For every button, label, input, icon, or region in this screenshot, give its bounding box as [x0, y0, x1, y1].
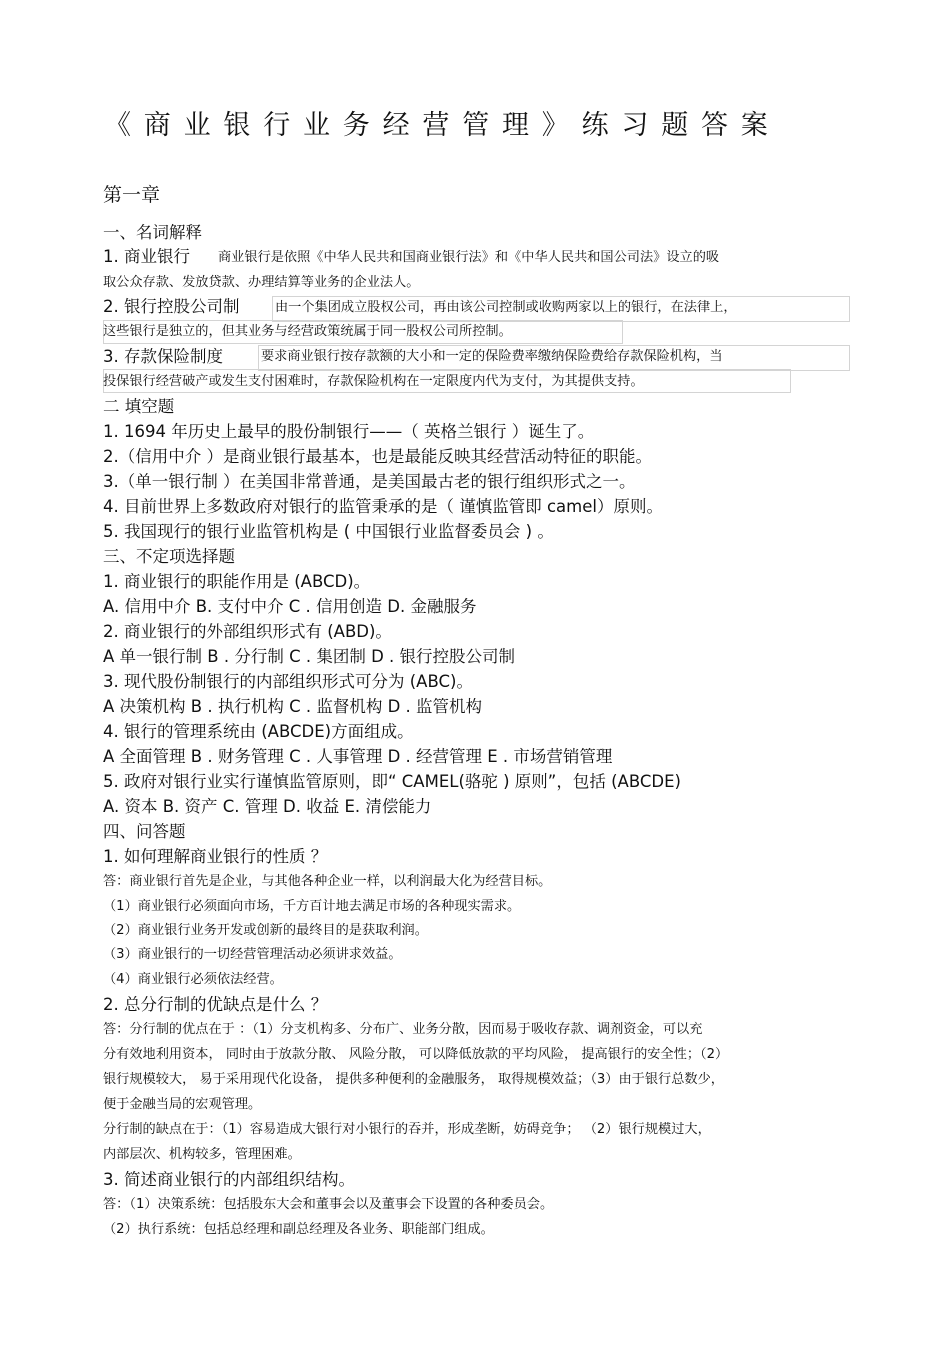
choice-options-4: A 全面管理 B . 财务管理 C . 人事管理 D . 经营管理 E . 市场营销管理: [103, 747, 613, 766]
qa-answer-1-line: （2）商业银行业务开发或创新的最终目的是获取利润。: [103, 923, 428, 938]
choice-question-4: 4. 银行的管理系统由 (ABCDE)方面组成。: [103, 722, 414, 741]
qa-answer-2-line: 内部层次、机构较多，管理困难。: [103, 1147, 301, 1162]
qa-answer-3-line: （2）执行系统：包括总经理和副总经理及各业务、职能部门组成。: [103, 1222, 494, 1237]
qa-answer-1-line: 答：商业银行首先是企业，与其他各种企业一样，以利润最大化为经营目标。: [103, 874, 552, 889]
choice-options-3: A 决策机构 B . 执行机构 C . 监督机构 D . 监管机构: [103, 697, 483, 716]
qa-answer-3-line: 答：（1）决策系统：包括股东大会和董事会以及董事会下设置的各种委员会。: [103, 1197, 554, 1212]
section-heading-qa: 四、问答题: [103, 822, 186, 841]
fill-item-4: 4. 目前世界上多数政府对银行的监管秉承的是（ 谨慎监管即 camel）原则。: [103, 497, 663, 516]
fill-item-2: 2.（信用中介 ）是商业银行最基本，也是最能反映其经营活动特征的职能。: [103, 447, 652, 466]
choice-question-2: 2. 商业银行的外部组织形式有 (ABD)。: [103, 622, 392, 641]
section-heading-fill: 二 填空题: [103, 397, 175, 416]
choice-question-5: 5. 政府对银行业实行谨慎监管原则，即“ CAMEL(骆驼 ) 原则”，包括 (ABCDE): [103, 772, 681, 791]
chapter-heading: 第一章: [103, 184, 161, 206]
section-heading-choice: 三、不定项选择题: [103, 547, 235, 566]
term-2-definition: 由一个集团成立股权公司，再由该公司控制或收购两家以上的银行，在法律上，: [275, 300, 737, 315]
document-title: 《商业银行业务经营管理》练习题答案: [104, 110, 781, 141]
term-2-definition-cont: 这些银行是独立的，但其业务与经营政策统属于同一股权公司所控制。: [103, 324, 512, 339]
choice-question-1: 1. 商业银行的职能作用是 (ABCD)。: [103, 572, 371, 591]
qa-answer-2-line: 银行规模较大， 易于采用现代化设备， 提供多种便利的金融服务， 取得规模效益；（3）由于银行总数少，: [103, 1072, 724, 1087]
term-3-label: 3. 存款保险制度: [103, 347, 223, 366]
qa-question-2: 2. 总分行制的优缺点是什么 ？: [103, 995, 328, 1014]
qa-answer-2-line: 分行制的缺点在于：（1）容易造成大银行对小银行的吞并，形成垄断，妨碍竞争； （2）银行规模过大，: [103, 1122, 711, 1137]
section-heading-terms: 一、名词解释: [103, 223, 202, 242]
qa-question-3: 3. 简述商业银行的内部组织结构。: [103, 1170, 355, 1189]
choice-options-5: A. 资本 B. 资产 C. 管理 D. 收益 E. 清偿能力: [103, 797, 432, 816]
fill-item-3: 3.（单一银行制 ）在美国非常普通，是美国最古老的银行组织形式之一。: [103, 472, 636, 491]
term-2-label: 2. 银行控股公司制: [103, 297, 240, 316]
qa-answer-2-line: 便于金融当局的宏观管理。: [103, 1097, 262, 1112]
term-3-definition-cont: 投保银行经营破产或发生支付困难时，存款保险机构在一定限度内代为支付，为其提供支持。: [103, 374, 644, 389]
fill-item-1: 1. 1694 年历史上最早的股份制银行——（ 英格兰银行 ）诞生了。: [103, 422, 595, 441]
qa-answer-2-line: 分有效地利用资本， 同时由于放款分散、 风险分散， 可以降低放款的平均风险， 提高银行的安全性；（2）: [103, 1047, 729, 1062]
qa-answer-1-line: （3）商业银行的一切经营管理活动必须讲求效益。: [103, 947, 402, 962]
term-3-definition: 要求商业银行按存款额的大小和一定的保险费率缴纳保险费给存款保险机构，当: [261, 349, 723, 364]
qa-question-1: 1. 如何理解商业银行的性质 ？: [103, 847, 328, 866]
choice-options-1: A. 信用中介 B. 支付中介 C . 信用创造 D. 金融服务: [103, 597, 477, 616]
term-1-definition: 商业银行是依照《中华人民共和国商业银行法》和《中华人民共和国公司法》设立的吸: [218, 250, 720, 265]
choice-options-2: A 单一银行制 B . 分行制 C . 集团制 D . 银行控股公司制: [103, 647, 516, 666]
qa-answer-1-line: （1）商业银行必须面向市场，千方百计地去满足市场的各种现实需求。: [103, 899, 521, 914]
fill-item-5: 5. 我国现行的银行业监管机构是 ( 中国银行业监督委员会 ) 。: [103, 522, 554, 541]
qa-answer-2-line: 答：分行制的优点在于 ：（1）分支机构多、分布广、业务分散，因而易于吸收存款、调剂资金，可以充: [103, 1022, 703, 1037]
choice-question-3: 3. 现代股份制银行的内部组织形式可分为 (ABC)。: [103, 672, 473, 691]
qa-answer-1-line: （4）商业银行必须依法经营。: [103, 972, 283, 987]
term-1-label: 1. 商业银行: [103, 247, 190, 266]
term-1-definition-cont: 取公众存款、发放贷款、办理结算等业务的企业法人。: [103, 275, 420, 290]
